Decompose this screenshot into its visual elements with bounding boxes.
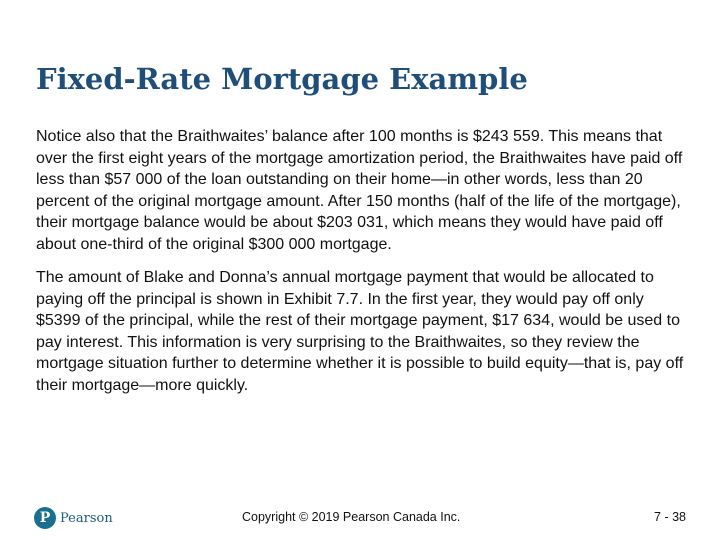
pearson-logo-text: Pearson	[60, 510, 113, 526]
body-paragraph-2: The amount of Blake and Donna’s annual mortgage payment that would be allocated to paying off the principal is shown in Exhibit 7.7. In the first year, they would pay off only $5399 of the principal, while the rest of their mortgage payment, $17 634, would be used to pay interest. This information is very surprising to the Braithwaites, so they review the mortgage situation further to determine whether it is possible to build equity—that is, pay off their mortgage—more quickly.	[36, 269, 684, 394]
slide-title: Fixed-Rate Mortgage Example	[36, 62, 528, 96]
pearson-logo-icon: P	[34, 507, 56, 529]
copyright-notice: Copyright © 2019 Pearson Canada Inc.	[242, 510, 461, 524]
slide-footer	[0, 500, 720, 536]
pearson-logo	[34, 506, 113, 530]
body-paragraph-1: Notice also that the Braithwaites’ balance after 100 months is $243 559. This means that over the first eight years of the mortgage amortization period, the Braithwaites have paid off less than $57 000 of the loan outstanding on their home—in other words, less than 20 percent of the original mortgage amount. After 150 months (half of the life of the mortgage), their mortgage balance would be about $203 031, which means they would have paid off about one-third of the original $300 000 mortgage.	[36, 128, 683, 253]
page-number: 7 - 38	[654, 510, 686, 524]
slide-body	[36, 126, 684, 408]
